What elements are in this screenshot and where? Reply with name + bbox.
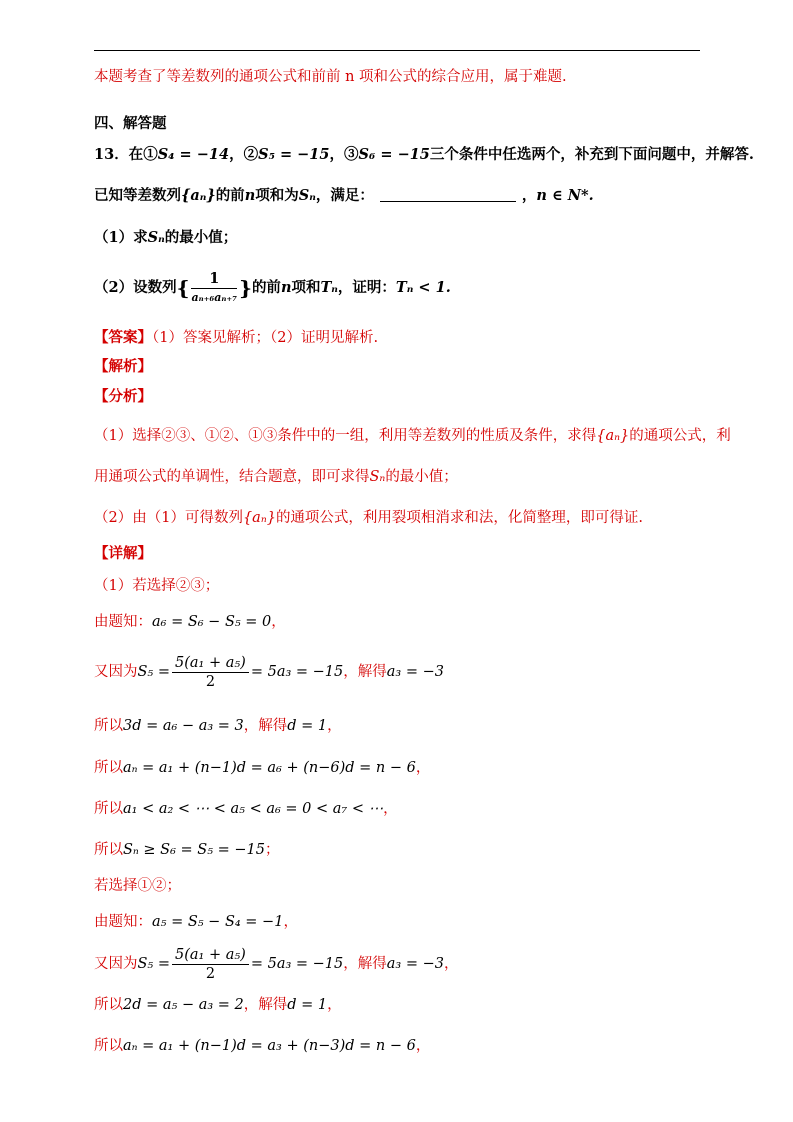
c1-l1-math: a₆ = S₆ − S₅ = 0 <box>152 614 272 630</box>
c2-l3-math: 2d = a₅ − a₃ = 2 <box>123 997 244 1013</box>
c2-l3-text: 所以 <box>94 997 123 1013</box>
condition-3-mark: ③ <box>344 146 359 163</box>
c2-l4-math: aₙ = a₁ + (n−1)d = a₃ + (n−3)d = n − 6 <box>123 1038 416 1054</box>
c1-l6-text: 所以 <box>94 842 123 858</box>
case1-line3 <box>94 716 342 736</box>
problem-part-1 <box>94 228 237 248</box>
c1-l6-punct: ； <box>265 842 280 858</box>
c1-l2-text: 又因为 <box>94 664 138 680</box>
analysis-p1-line2 <box>94 467 458 487</box>
condition-3-math: S₆ = −15 <box>358 146 430 163</box>
part2-text-a: （2）设数列 <box>94 279 177 296</box>
c2-l2-text: 又因为 <box>94 956 138 972</box>
analysis-p1-text-a: （1）选择②③、①②、①③条件中的一组，利用等差数列的性质及条件，求得 <box>94 428 597 444</box>
part1-sn: Sₙ <box>147 229 165 246</box>
c1-l5-text: 所以 <box>94 801 123 817</box>
part2-tn: Tₙ <box>320 279 338 296</box>
c1-l2-result: a₃ = −3 <box>386 664 444 680</box>
problem-part-2 <box>94 266 451 310</box>
c2-l4-text: 所以 <box>94 1038 123 1054</box>
analysis-p2-seq: {aₙ} <box>242 510 276 526</box>
c1-l2-denominator: 2 <box>205 673 216 690</box>
c2-l2-rhs: = 5a₃ = −15 <box>250 956 344 972</box>
given-text-d: ，满足： <box>315 187 374 204</box>
part2-numerator: 1 <box>191 270 237 289</box>
part2-n: n <box>280 279 292 296</box>
c1-l5-punct: ， <box>383 801 398 817</box>
section-title: 四、解答题 <box>94 115 167 132</box>
c2-l2-denominator: 2 <box>205 965 216 982</box>
c1-l3-result: d = 1 <box>287 718 328 734</box>
summary-text: 本题考查了等差数列的通项公式和前前 n 项和公式的综合应用，属于难题. <box>94 69 567 85</box>
part2-text-b: 的前 <box>251 279 281 296</box>
case1-line2 <box>94 652 444 692</box>
c1-l3-punct: ， <box>327 718 342 734</box>
problem-number: 13 <box>94 146 115 163</box>
c2-l4-punct: ， <box>415 1038 431 1054</box>
condition-2-mark: ② <box>243 146 259 163</box>
c2-l3-solve: ，解得 <box>243 997 288 1013</box>
c2-l2-numerator: 5(a₁ + a₅) <box>172 946 249 965</box>
part2-text-d: ，证明： <box>337 279 396 296</box>
analysis-p1-line1 <box>94 426 731 446</box>
c1-l3-math: 3d = a₆ − a₃ = 3 <box>123 718 244 734</box>
problem-intro-text: 三个条件中任选两个，补充到下面问题中，并解答. <box>429 146 754 163</box>
right-brace: } <box>239 276 252 300</box>
case2-line2 <box>94 944 458 984</box>
header-rule <box>94 50 700 51</box>
case1-line6 <box>94 840 280 860</box>
c1-l2-lhs: S₅ = <box>137 664 171 680</box>
part1-text-b: 的最小值； <box>164 229 238 246</box>
case2-line1 <box>94 912 298 932</box>
answer-line <box>94 328 378 348</box>
analysis-p1-sn: Sₙ <box>369 469 386 485</box>
c2-l1-text: 由题知： <box>94 914 152 930</box>
left-brace: { <box>176 276 190 300</box>
analysis-p1-text-c: 用通项公式的单调性，结合题意，即可求得 <box>94 469 370 485</box>
c1-l5-math: a₁ < a₂ < ⋯ < a₅ < a₆ = 0 < a₇ < ⋯ <box>123 801 384 817</box>
c2-l1-punct: ， <box>283 914 298 930</box>
given-text-a: 已知等差数列 <box>94 187 181 204</box>
c2-l3-result: d = 1 <box>287 997 328 1013</box>
c1-l4-math: aₙ = a₁ + (n−1)d = a₆ + (n−6)d = n − 6 <box>123 760 416 776</box>
given-n: n <box>244 187 256 204</box>
analysis-p1-text-d: 的最小值； <box>385 469 458 485</box>
c1-l3-solve: ，解得 <box>243 718 288 734</box>
answer-blank[interactable] <box>380 187 516 202</box>
c2-l2-result: a₃ = −3 <box>386 956 444 972</box>
c2-l1-math: a₅ = S₅ − S₄ = −1 <box>152 914 284 930</box>
c2-l3-punct: ， <box>327 997 342 1013</box>
part2-fraction <box>191 270 237 307</box>
case2-line4 <box>94 1036 430 1056</box>
part2-denominator: aₙ₊₆aₙ₊₇ <box>191 290 238 304</box>
c1-l1-punct: ， <box>271 614 286 630</box>
analysis-label: 【解析】 <box>94 358 152 375</box>
analysis-p1-text-b: 的通项公式，利 <box>629 428 731 444</box>
given-domain: n ∈ N*. <box>536 187 594 204</box>
given-sequence: {aₙ} <box>181 187 216 204</box>
case1-line4 <box>94 758 430 778</box>
c1-l4-punct: ， <box>415 760 431 776</box>
analysis-p2-text-a: （2）由（1）可得数列 <box>94 510 243 526</box>
case1-line1 <box>94 612 286 632</box>
detail-case-2: 若选择①②； <box>94 878 181 894</box>
given-text-c: 项和为 <box>255 187 299 204</box>
problem-given: 已知等差数列{aₙ}的前n项和为Sₙ，满足： ，n ∈ N*. <box>94 187 594 204</box>
analysis-p2-text-b: 的通项公式，利用裂项相消求和法，化简整理，即可得证. <box>275 510 644 526</box>
detail-label: 【详解】 <box>94 545 152 562</box>
c2-l2-punct: ， <box>443 956 459 972</box>
condition-1-mark: ① <box>143 146 158 163</box>
c1-l2-rhs: = 5a₃ = −15 <box>250 664 344 680</box>
given-text-b: 的前 <box>215 187 245 204</box>
problem-intro: 13．在①S₄ = −14，②S₅ = −15，③S₆ = −15三个条件中任选两个，补充到下面问题中，并解答. <box>94 146 754 163</box>
c1-l3-text: 所以 <box>94 718 123 734</box>
c1-l6-math: Sₙ ≥ S₆ = S₅ = −15 <box>123 842 266 858</box>
c1-l2-fraction <box>172 654 249 691</box>
detail-case-1: （1）若选择②③； <box>94 578 220 594</box>
c1-l1-text: 由题知： <box>94 614 152 630</box>
part1-text-a: （1）求 <box>94 229 148 246</box>
c1-l2-solve: ，解得 <box>343 664 387 680</box>
case2-line3 <box>94 995 342 1015</box>
analysis-p2 <box>94 508 643 528</box>
c1-l2-numerator: 5(a₁ + a₅) <box>172 654 249 673</box>
c2-l2-fraction <box>172 946 249 983</box>
part2-claim: Tₙ < 1. <box>395 279 451 296</box>
c2-l2-lhs: S₅ = <box>137 956 171 972</box>
condition-2-math: S₅ = −15 <box>258 146 330 163</box>
analysis-sub-label: 【分析】 <box>94 388 152 405</box>
case1-line5 <box>94 799 398 819</box>
analysis-p1-seq: {aₙ} <box>596 428 630 444</box>
given-sn: Sₙ <box>298 187 316 204</box>
condition-1-math: S₄ = −14 <box>157 146 230 163</box>
c1-l4-text: 所以 <box>94 760 123 776</box>
part2-text-c: 项和 <box>291 279 321 296</box>
answer-label: 【答案】 <box>94 329 152 346</box>
c2-l2-solve: ，解得 <box>343 956 387 972</box>
answer-text: （1）答案见解析；（2）证明见解析. <box>152 330 379 346</box>
